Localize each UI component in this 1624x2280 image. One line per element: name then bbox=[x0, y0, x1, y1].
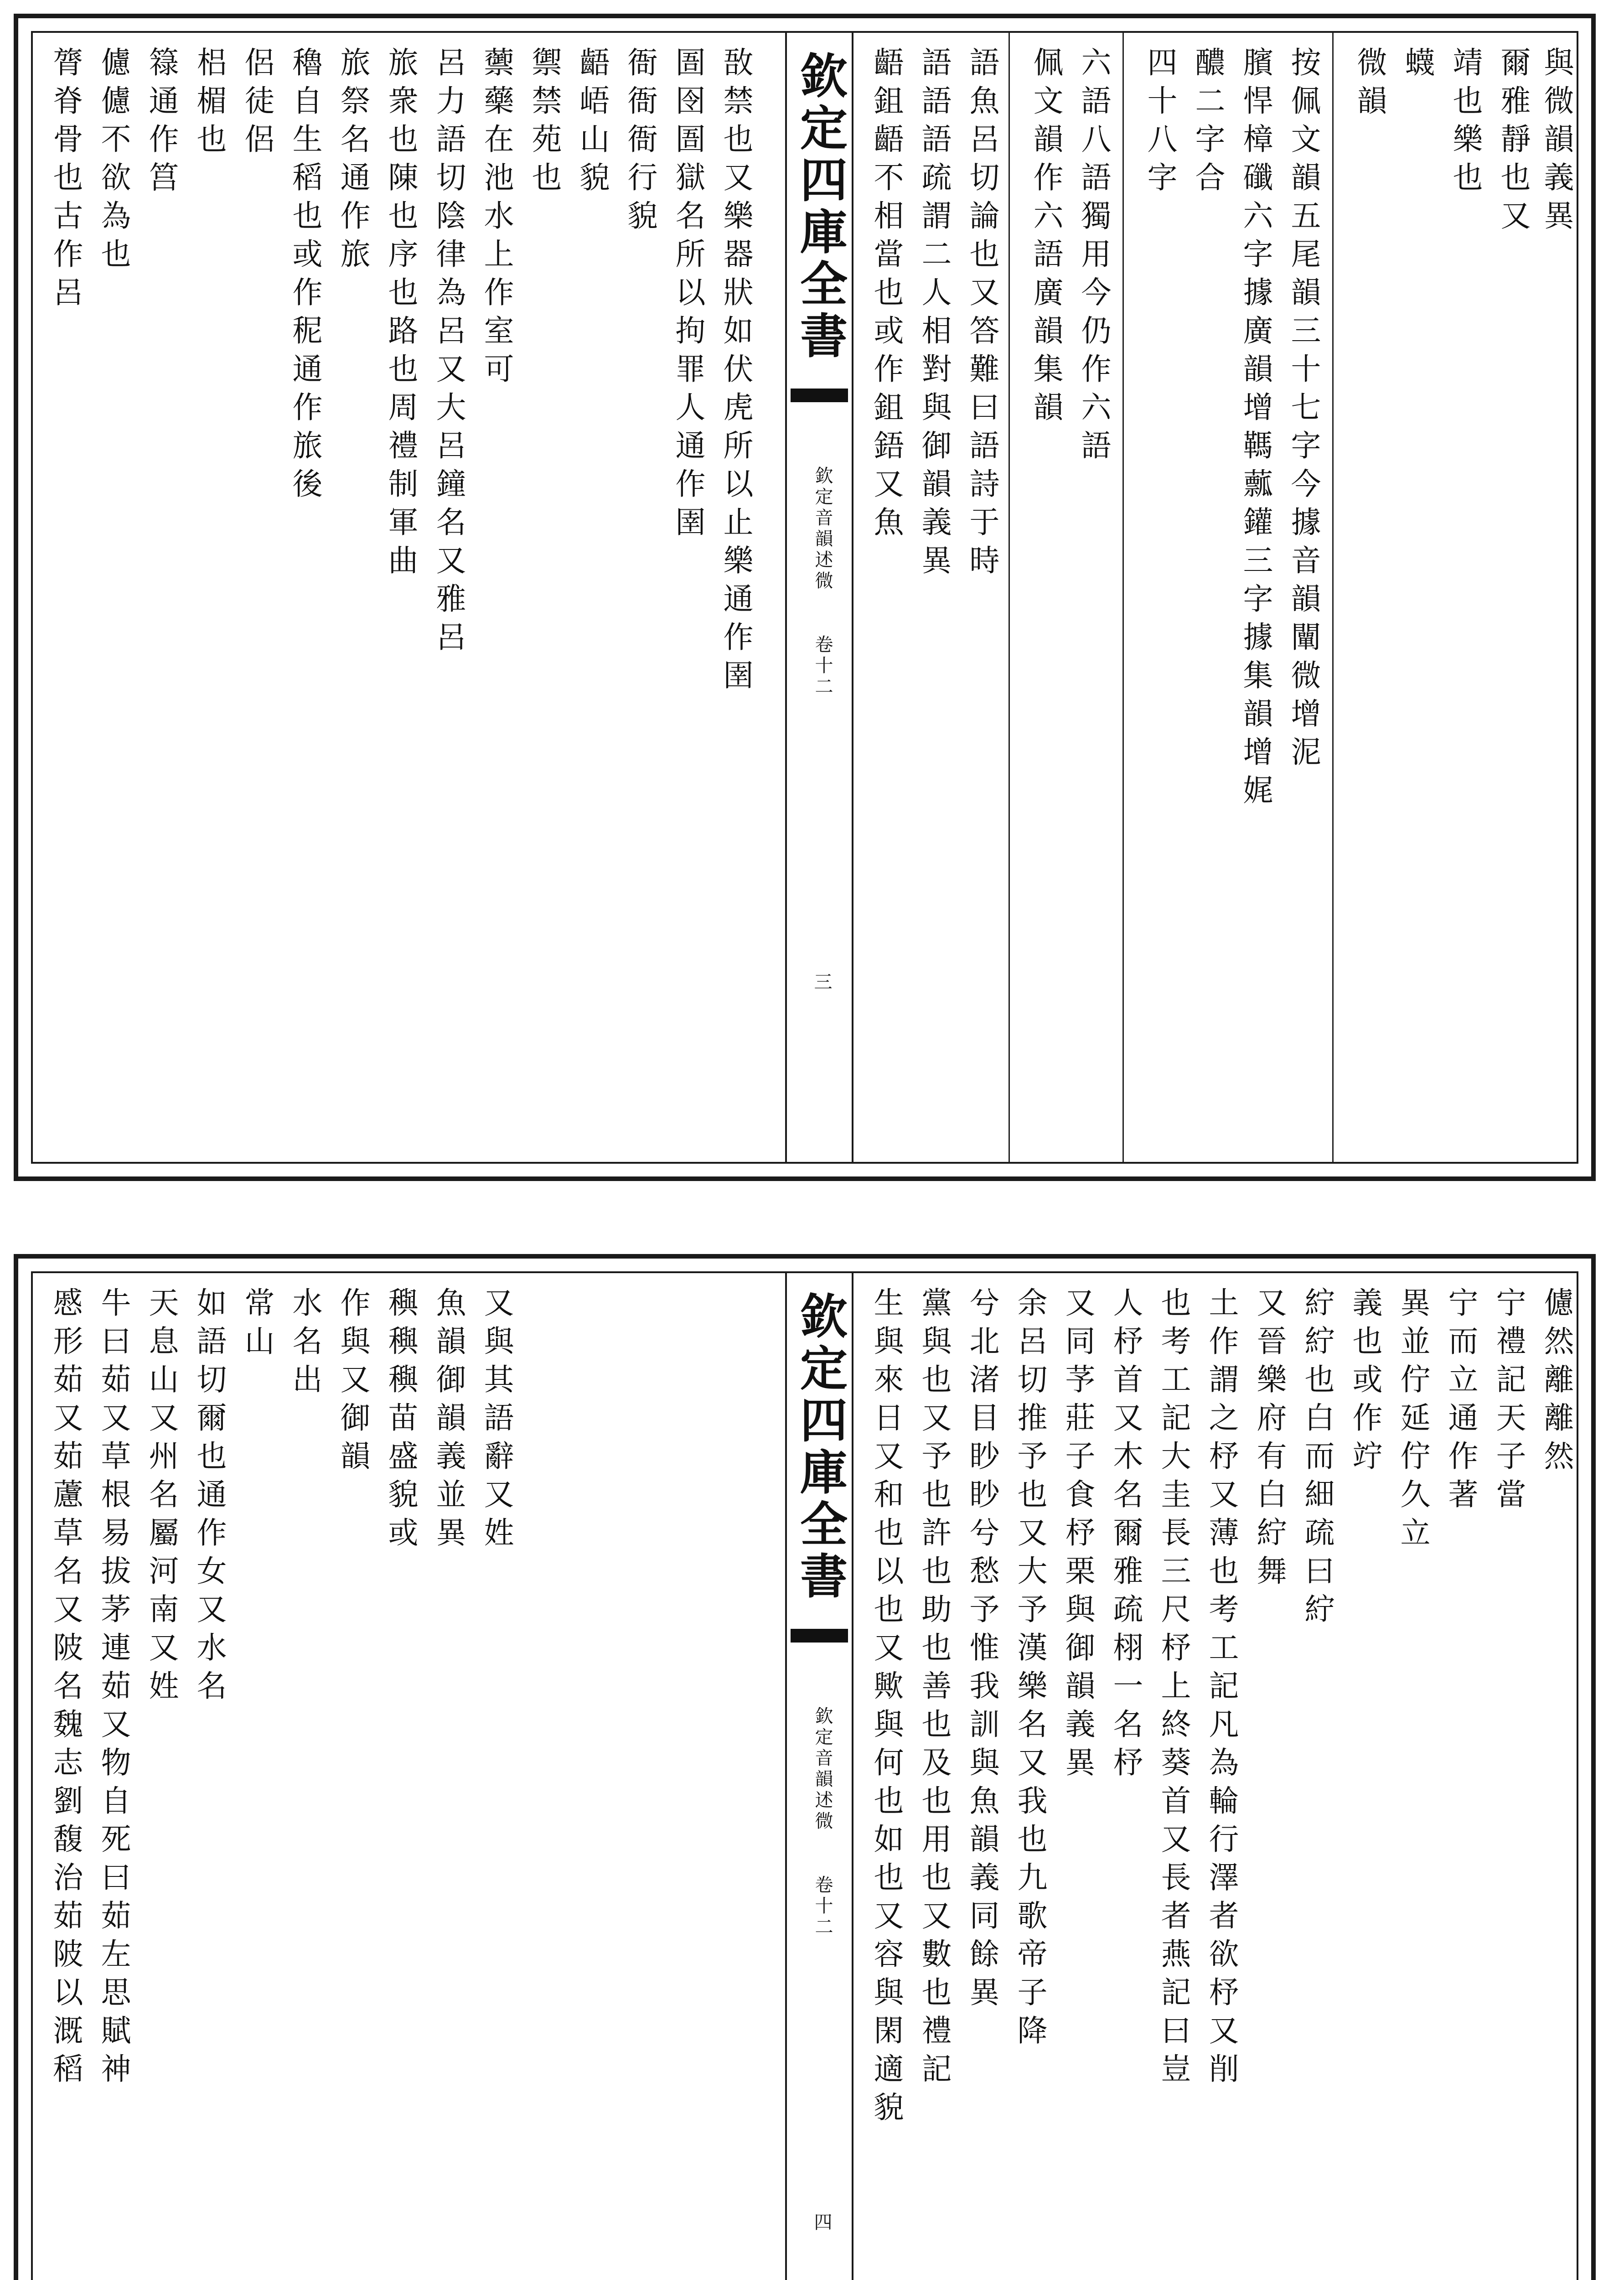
volume-label: 卷十二 bbox=[812, 1875, 833, 1938]
text-column: 牛曰茹又草根易拔茅連茹又物自死曰茹左思賦神 bbox=[96, 1287, 131, 2091]
text-column: 侶徒侶 bbox=[239, 47, 274, 161]
text-column: 儢然離離然 bbox=[1539, 1287, 1574, 1478]
text-column: 作與又御韻 bbox=[335, 1287, 370, 1478]
text-column: 儢儢不欲為也 bbox=[96, 47, 131, 276]
text-column: 土作謂之杼又薄也考工記凡為輪行澤者欲杼又削 bbox=[1204, 1287, 1239, 2091]
text-column: 呂力語切陰律為呂又大呂鐘名又雅呂 bbox=[431, 47, 466, 659]
bottom-center-fold bbox=[785, 1273, 853, 2280]
text-column: 生與來日又和也以也又歟與何也如也又容與閑適貌 bbox=[869, 1287, 904, 2130]
bottom-page-panel bbox=[14, 1254, 1596, 2280]
text-column: 水名出 bbox=[287, 1287, 322, 1402]
text-column: 語語語疏謂二人相對與御韻義異 bbox=[916, 47, 952, 583]
bottom-page-frame bbox=[31, 1271, 1578, 2280]
text-column: 靖也樂也 bbox=[1448, 47, 1483, 200]
text-column: 魚韻御韻義並異 bbox=[431, 1287, 466, 1555]
volume-label: 卷十二 bbox=[812, 635, 833, 698]
fish-tail-mark bbox=[791, 1629, 848, 1643]
text-column: 旅衆也陳也序也路也周禮制軍曲 bbox=[383, 47, 418, 583]
text-column: 醲二字合 bbox=[1190, 47, 1225, 200]
text-column: 又晉樂府有白紵舞 bbox=[1252, 1287, 1287, 1593]
text-column: 如語切爾也通作女又水名 bbox=[191, 1287, 227, 1708]
bottom-left-half bbox=[33, 1273, 785, 2280]
text-column: 旅祭名通作旅 bbox=[335, 47, 370, 276]
text-column: 與微韻義異 bbox=[1539, 47, 1574, 238]
top-left-half bbox=[33, 33, 785, 1162]
book-title: 欽定四庫全書 bbox=[792, 51, 848, 363]
text-column: 紵紵也白而細疏曰紵 bbox=[1299, 1287, 1334, 1632]
text-column: 余呂切推予也又大予漢樂名又我也九歌帝子降 bbox=[1012, 1287, 1047, 2053]
column-rule bbox=[1009, 33, 1010, 1162]
text-column: 天息山又州名屬河南又姓 bbox=[144, 1287, 179, 1708]
text-column: 蘌藥在池水上作室可 bbox=[479, 47, 514, 391]
text-column: 微韻 bbox=[1352, 47, 1387, 123]
text-column: 梠楣也 bbox=[191, 47, 227, 161]
text-column: 也考工記大圭長三尺杼上終葵首又長者燕記曰豈 bbox=[1156, 1287, 1191, 2091]
text-column: 六語八語獨用今仍作六語 bbox=[1076, 47, 1111, 468]
text-column: 臏悍樟䃸六字據廣韻增䩻䕯鑵三字據集韻增娓 bbox=[1238, 47, 1273, 813]
text-column: 宁而立通作著 bbox=[1443, 1287, 1478, 1517]
top-center-fold bbox=[785, 33, 853, 1162]
text-column: 又同芧莊子食杼栗與御韻義異 bbox=[1060, 1287, 1095, 1785]
text-column: 異並佇延佇久立 bbox=[1395, 1287, 1430, 1555]
text-column: 慼形茹又茹藘草名又陂名魏志劉馥治茹陂以溉稻 bbox=[48, 1287, 83, 2091]
text-column: 膂脊骨也古作呂 bbox=[48, 47, 83, 315]
text-column: 穥穥穥苗盛貌或 bbox=[383, 1287, 418, 1555]
text-column: 圄囹圄獄名所以拘罪人通作圉 bbox=[670, 47, 705, 544]
text-column: 敔禁也又樂器狀如伏虎所以止樂通作圉 bbox=[718, 47, 753, 698]
text-column: 齬鉏齬不相當也或作鉏鋙又魚 bbox=[869, 47, 904, 544]
top-page-frame bbox=[31, 31, 1578, 1164]
book-label: 欽定音韻述微 bbox=[812, 466, 833, 592]
column-rule bbox=[1332, 33, 1334, 1162]
page-number: 三 bbox=[811, 972, 832, 990]
column-rule bbox=[1122, 33, 1124, 1162]
text-column: 按佩文韻五尾韻三十七字今據音韻闡微增泥 bbox=[1286, 47, 1321, 774]
text-column: 義也或作竚 bbox=[1347, 1287, 1382, 1478]
text-column: 禦禁苑也 bbox=[527, 47, 562, 200]
book-label: 欽定音韻述微 bbox=[812, 1706, 833, 1832]
text-column: 又與其語辭又姓 bbox=[479, 1287, 514, 1555]
text-column: 宁禮記天子當 bbox=[1491, 1287, 1526, 1517]
text-column: 常山 bbox=[239, 1287, 274, 1363]
text-column: 兮北渚目眇眇兮愁予惟我訓與魚韻義同餘異 bbox=[964, 1287, 999, 2015]
text-column: 四十八字 bbox=[1142, 47, 1177, 200]
bottom-right-half bbox=[853, 1273, 1583, 2280]
text-column: 齬峿山貌 bbox=[574, 47, 610, 200]
page-number: 四 bbox=[811, 2213, 832, 2231]
book-title: 欽定四庫全書 bbox=[792, 1291, 848, 1603]
text-column: 黨與也又予也許也助也善也及也用也又數也禮記 bbox=[916, 1287, 952, 2091]
top-right-half bbox=[853, 33, 1583, 1162]
fish-tail-mark bbox=[791, 389, 848, 402]
text-column: 蠛 bbox=[1400, 47, 1435, 85]
text-column: 語魚呂切論也又答難曰語詩于時 bbox=[964, 47, 999, 583]
top-page-panel bbox=[14, 14, 1596, 1181]
text-column: 簶通作筥 bbox=[144, 47, 179, 200]
text-column: 爾雅靜也又 bbox=[1495, 47, 1531, 238]
text-column: 人杼首又木名爾雅疏栩一名杼 bbox=[1108, 1287, 1143, 1785]
text-column: 衙衙衙行貌 bbox=[622, 47, 657, 238]
text-column: 佩文韻作六語廣韻集韻 bbox=[1028, 47, 1063, 430]
text-column: 穭自生稻也或作秜通作旅後 bbox=[287, 47, 322, 506]
